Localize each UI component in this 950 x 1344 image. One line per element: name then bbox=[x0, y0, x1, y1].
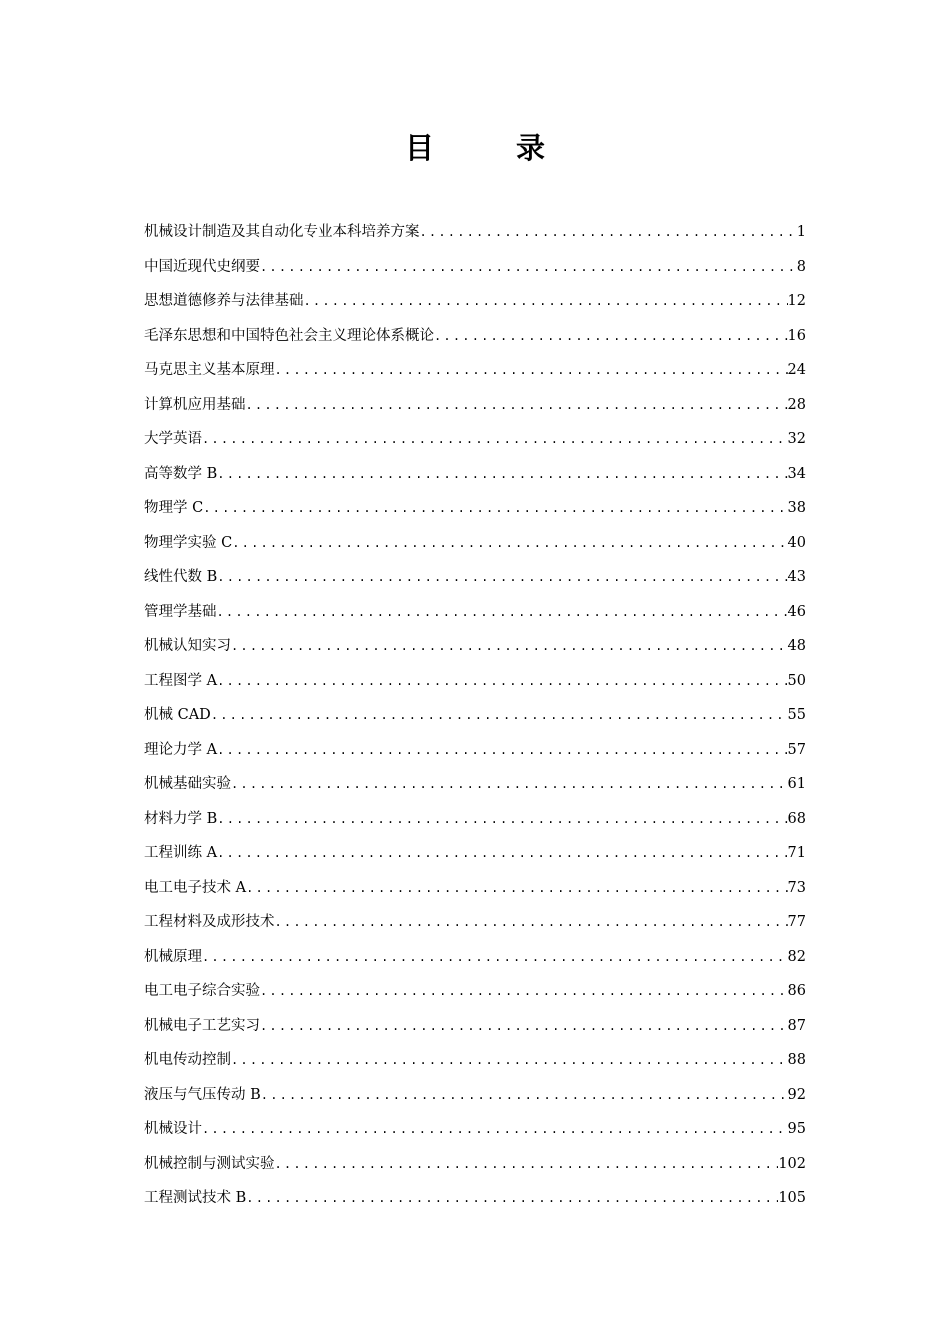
toc-entry[interactable] bbox=[144, 629, 806, 664]
dot-leader bbox=[246, 871, 787, 906]
toc-entry[interactable] bbox=[144, 353, 806, 388]
toc-entry-title: 计算机应用基础 bbox=[144, 396, 246, 413]
toc-entry[interactable] bbox=[144, 526, 806, 561]
toc-entry-title: 物理学实验 C bbox=[144, 534, 233, 551]
toc-page-number: 8 bbox=[796, 258, 806, 275]
toc-page-number: 55 bbox=[787, 707, 806, 723]
dot-leader bbox=[217, 595, 788, 630]
toc-entry-title: 高等数学 B bbox=[144, 465, 218, 482]
toc-entry[interactable] bbox=[144, 1181, 806, 1216]
dot-leader bbox=[217, 802, 787, 837]
toc-page-number: 95 bbox=[787, 1121, 806, 1137]
toc-entry-title: 工程材料及成形技术 bbox=[144, 914, 275, 930]
toc-entry-title: 机械基础实验 bbox=[144, 776, 231, 792]
toc-page-number: 43 bbox=[787, 569, 806, 585]
toc-page-number: 32 bbox=[787, 431, 806, 447]
toc-entry[interactable] bbox=[144, 388, 806, 423]
toc-entry-title: 机械设计 bbox=[144, 1121, 202, 1137]
dot-leader bbox=[232, 526, 787, 561]
toc-entry[interactable] bbox=[144, 836, 806, 871]
toc-page-number: 87 bbox=[787, 1017, 806, 1034]
toc-entry[interactable] bbox=[144, 940, 806, 975]
toc-page-number: 50 bbox=[787, 672, 806, 689]
dot-leader bbox=[217, 664, 787, 699]
toc-page-number: 77 bbox=[787, 914, 806, 930]
toc-page-number: 57 bbox=[787, 741, 806, 758]
dot-leader bbox=[211, 698, 788, 733]
toc-entry[interactable] bbox=[144, 1147, 806, 1182]
toc-page-number: 71 bbox=[787, 845, 806, 861]
toc-entry[interactable] bbox=[144, 733, 806, 768]
toc-page-number: 1 bbox=[796, 224, 806, 240]
dot-leader bbox=[202, 1112, 788, 1147]
toc-entry-title: 管理学基础 bbox=[144, 603, 217, 620]
dot-leader bbox=[231, 767, 788, 802]
toc-entry-title: 机械原理 bbox=[144, 948, 202, 965]
toc-entry[interactable] bbox=[144, 802, 806, 837]
dot-leader bbox=[202, 940, 788, 975]
toc-entry[interactable] bbox=[144, 1043, 806, 1078]
toc-entry-title: 机械控制与测试实验 bbox=[144, 1155, 275, 1172]
toc-page-number: 48 bbox=[787, 638, 806, 654]
dot-leader bbox=[260, 250, 797, 285]
toc-entry[interactable] bbox=[144, 215, 806, 250]
dot-leader bbox=[261, 1078, 788, 1113]
toc-entry[interactable] bbox=[144, 905, 806, 940]
toc-entry-title: 大学英语 bbox=[144, 431, 202, 447]
toc-entry-title: 工程图学 A bbox=[144, 672, 218, 689]
toc-page-number: 68 bbox=[787, 810, 806, 827]
toc-entry-title: 材料力学 B bbox=[144, 810, 218, 827]
table-of-contents bbox=[144, 215, 806, 1216]
toc-entry-title: 工程训练 A bbox=[144, 845, 218, 861]
toc-entry-title: 工程测试技术 B bbox=[144, 1190, 247, 1206]
toc-entry-title: 物理学 C bbox=[144, 500, 204, 516]
toc-entry[interactable] bbox=[144, 560, 806, 595]
toc-page-number: 86 bbox=[787, 983, 806, 999]
toc-entry[interactable] bbox=[144, 422, 806, 457]
toc-entry[interactable] bbox=[144, 491, 806, 526]
dot-leader bbox=[217, 836, 787, 871]
toc-entry[interactable] bbox=[144, 698, 806, 733]
dot-leader bbox=[420, 215, 797, 250]
toc-entry-title: 机械 CAD bbox=[144, 707, 211, 723]
toc-entry-title: 毛泽东思想和中国特色社会主义理论体系概论 bbox=[144, 327, 434, 344]
dot-leader bbox=[203, 491, 787, 526]
toc-page-number: 16 bbox=[787, 327, 806, 344]
toc-page-number: 82 bbox=[787, 948, 806, 965]
toc-entry-title: 思想道德修养与法律基础 bbox=[144, 293, 304, 309]
toc-entry-title: 马克思主义基本原理 bbox=[144, 362, 275, 378]
toc-entry-title: 机械电子工艺实习 bbox=[144, 1017, 260, 1034]
toc-page-number: 88 bbox=[787, 1052, 806, 1068]
toc-entry-title: 中国近现代史纲要 bbox=[144, 258, 260, 275]
toc-entry[interactable] bbox=[144, 250, 806, 285]
toc-entry[interactable] bbox=[144, 319, 806, 354]
toc-entry[interactable] bbox=[144, 974, 806, 1009]
toc-entry[interactable] bbox=[144, 767, 806, 802]
toc-entry-title: 理论力学 A bbox=[144, 741, 218, 758]
toc-entry[interactable] bbox=[144, 664, 806, 699]
toc-entry[interactable] bbox=[144, 1112, 806, 1147]
dot-leader bbox=[202, 422, 788, 457]
dot-leader bbox=[275, 905, 788, 940]
toc-entry-title: 机械认知实习 bbox=[144, 638, 231, 654]
page-title: 目 录 bbox=[404, 131, 582, 165]
toc-page-number: 61 bbox=[787, 776, 806, 792]
toc-page-number: 34 bbox=[787, 465, 806, 482]
toc-page-number: 105 bbox=[778, 1190, 806, 1206]
dot-leader bbox=[304, 284, 788, 319]
toc-page-number: 92 bbox=[787, 1086, 806, 1103]
toc-entry[interactable] bbox=[144, 871, 806, 906]
toc-entry-title: 电工电子技术 A bbox=[144, 879, 247, 896]
toc-page-number: 46 bbox=[787, 603, 806, 620]
dot-leader bbox=[246, 1181, 778, 1216]
toc-entry-title: 机械设计制造及其自动化专业本科培养方案 bbox=[144, 224, 420, 240]
toc-entry[interactable] bbox=[144, 457, 806, 492]
toc-entry-title: 液压与气压传动 B bbox=[144, 1086, 261, 1103]
dot-leader bbox=[434, 319, 788, 354]
toc-page-number: 28 bbox=[787, 396, 806, 413]
dot-leader bbox=[260, 1009, 788, 1044]
toc-entry[interactable] bbox=[144, 1009, 806, 1044]
toc-page-number: 24 bbox=[787, 362, 806, 378]
toc-entry[interactable] bbox=[144, 1078, 806, 1113]
toc-entry[interactable] bbox=[144, 284, 806, 319]
toc-page-number: 12 bbox=[787, 293, 806, 309]
dot-leader bbox=[275, 1147, 779, 1182]
toc-entry[interactable] bbox=[144, 595, 806, 630]
toc-page-number: 102 bbox=[778, 1155, 806, 1172]
toc-page-number: 38 bbox=[787, 500, 806, 516]
dot-leader bbox=[217, 560, 787, 595]
toc-entry-title: 电工电子综合实验 bbox=[144, 983, 260, 999]
dot-leader bbox=[217, 733, 787, 768]
dot-leader bbox=[246, 388, 788, 423]
toc-page-number: 40 bbox=[787, 534, 806, 551]
dot-leader bbox=[217, 457, 787, 492]
toc-entry-title: 机电传动控制 bbox=[144, 1052, 231, 1068]
dot-leader bbox=[260, 974, 788, 1009]
toc-entry-title: 线性代数 B bbox=[144, 569, 218, 585]
toc-page-number: 73 bbox=[787, 879, 806, 896]
dot-leader bbox=[231, 629, 788, 664]
dot-leader bbox=[231, 1043, 788, 1078]
dot-leader bbox=[275, 353, 788, 388]
